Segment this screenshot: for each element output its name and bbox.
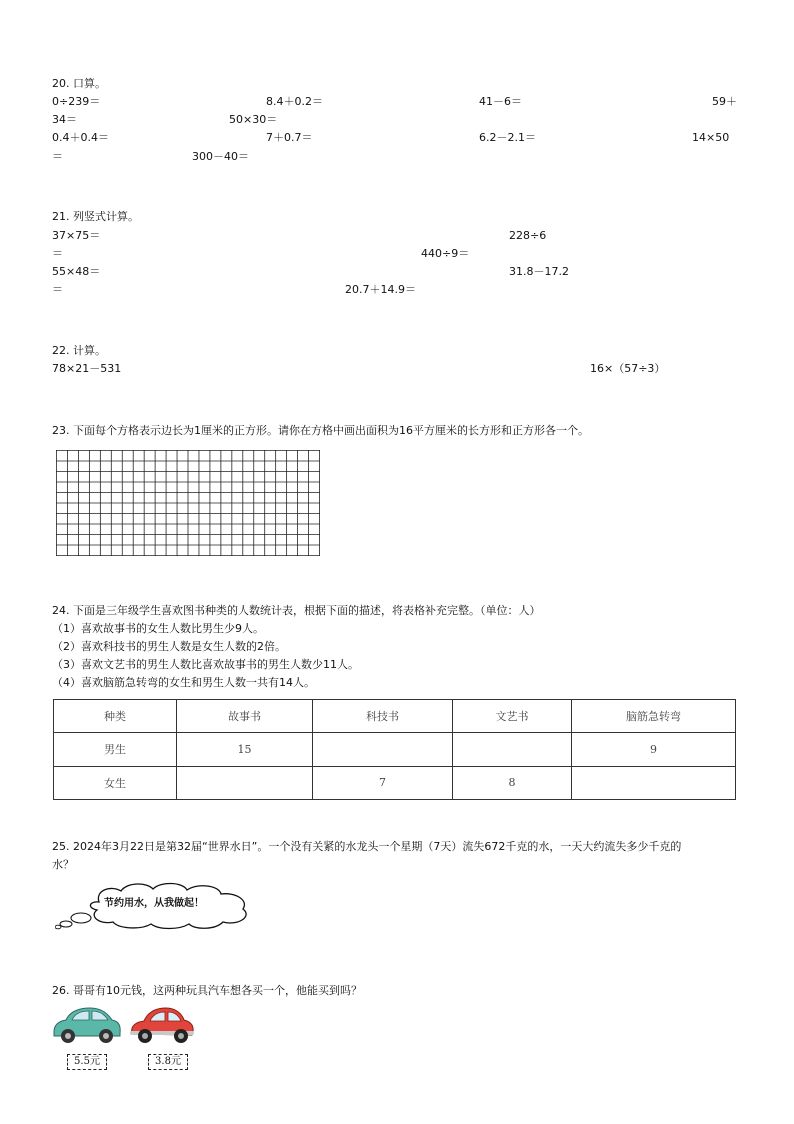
q21-item: 440÷9＝ (421, 247, 470, 260)
car-hubcap (142, 1033, 148, 1039)
q21-item: ＝ (52, 283, 63, 296)
q21-title: 21. 列竖式计算。 (52, 210, 139, 223)
price-tag-teal-car: 5.5元 (67, 1054, 107, 1070)
q20-item: 14×50 (692, 131, 730, 144)
q22-item: 78×21－531 (52, 362, 122, 375)
car-hubcap (103, 1033, 109, 1039)
car-hubcap (178, 1033, 184, 1039)
q24-note: （1）喜欢故事书的女生人数比男生少9人。 (52, 622, 264, 635)
q20-item: 0÷239＝ (52, 95, 101, 108)
q20-item: 6.2－2.1＝ (479, 131, 536, 144)
q23-title: 23. 下面每个方格表示边长为1厘米的正方形。请你在方格中画出面积为16平方厘米的长方形和正方形各一个。 (52, 424, 589, 437)
q24-title: 24. 下面是三年级学生喜欢图书种类的人数统计表，根据下面的描述，将表格补充完整。（单位：人） (52, 604, 541, 617)
cloud-bubble (71, 913, 91, 923)
q20-item: 41－6＝ (479, 95, 522, 108)
q20-item: 300－40＝ (192, 150, 249, 163)
q22-title: 22. 计算。 (52, 344, 106, 357)
q21-item: 37×75＝ (52, 229, 101, 242)
q25-title-line2: 水？ (52, 858, 74, 871)
q26-title: 26. 哥哥有10元钱，这两种玩具汽车想各买一个，他能买到吗？ (52, 984, 362, 997)
book-preference-table (53, 699, 736, 800)
table-cell[interactable] (177, 766, 313, 799)
car-hubcap (65, 1033, 71, 1039)
q20-item: 59＋ (712, 95, 737, 108)
table-header-cell: 文艺书 (453, 700, 572, 733)
table-header-row (54, 700, 736, 733)
q20-item: 7＋0.7＝ (266, 131, 313, 144)
square-grid[interactable] (56, 450, 320, 556)
cloud-bubble (60, 921, 72, 927)
table-cell[interactable] (572, 766, 736, 799)
q22-item: 16×（57÷3） (590, 362, 666, 375)
table-header-cell: 种类 (54, 700, 177, 733)
q20-item: 50×30＝ (229, 113, 278, 126)
table-header-cell: 脑筋急转弯 (572, 700, 736, 733)
q20-item: 8.4＋0.2＝ (266, 95, 323, 108)
table-header-cell: 科技书 (313, 700, 453, 733)
cloud-text: 节约用水，从我做起！ (104, 898, 204, 909)
q20-item: 34＝ (52, 113, 77, 126)
q21-item: 228÷6 (509, 229, 547, 242)
teal-car-image (50, 1006, 122, 1046)
red-car-image (126, 1004, 196, 1046)
table-cell: 15 (177, 733, 313, 766)
q24-note: （3）喜欢文艺书的男生人数比喜欢故事书的男生人数少11人。 (52, 658, 359, 671)
q20-item: 0.4＋0.4＝ (52, 131, 109, 144)
q24-note: （4）喜欢脑筋急转弯的女生和男生人数一共有14人。 (52, 676, 315, 689)
q21-item: 31.8－17.2 (509, 265, 569, 278)
table-cell: 7 (313, 766, 453, 799)
table-cell: 9 (572, 733, 736, 766)
table-cell: 男生 (54, 733, 177, 766)
table-header-cell: 故事书 (177, 700, 313, 733)
table-row (54, 766, 736, 799)
price-tag-red-car: 3.8元 (148, 1054, 188, 1070)
table-cell[interactable] (453, 733, 572, 766)
table-cell: 8 (453, 766, 572, 799)
cloud-bubble (55, 925, 61, 929)
q20-title: 20. 口算。 (52, 77, 106, 90)
table-cell: 女生 (54, 766, 177, 799)
q21-item: 55×48＝ (52, 265, 101, 278)
q21-item: ＝ (52, 247, 63, 260)
q21-item: 20.7＋14.9＝ (345, 283, 416, 296)
q25-title-line1: 25. 2024年3月22日是第32届“世界水日”。一个没有关紧的水龙头一个星期（7天）流失672千克的水，一天大约流失多少千克的 (52, 840, 682, 853)
q24-note: （2）喜欢科技书的男生人数是女生人数的2倍。 (52, 640, 286, 653)
table-row (54, 733, 736, 766)
q20-item: ＝ (52, 150, 63, 163)
table-cell[interactable] (313, 733, 453, 766)
